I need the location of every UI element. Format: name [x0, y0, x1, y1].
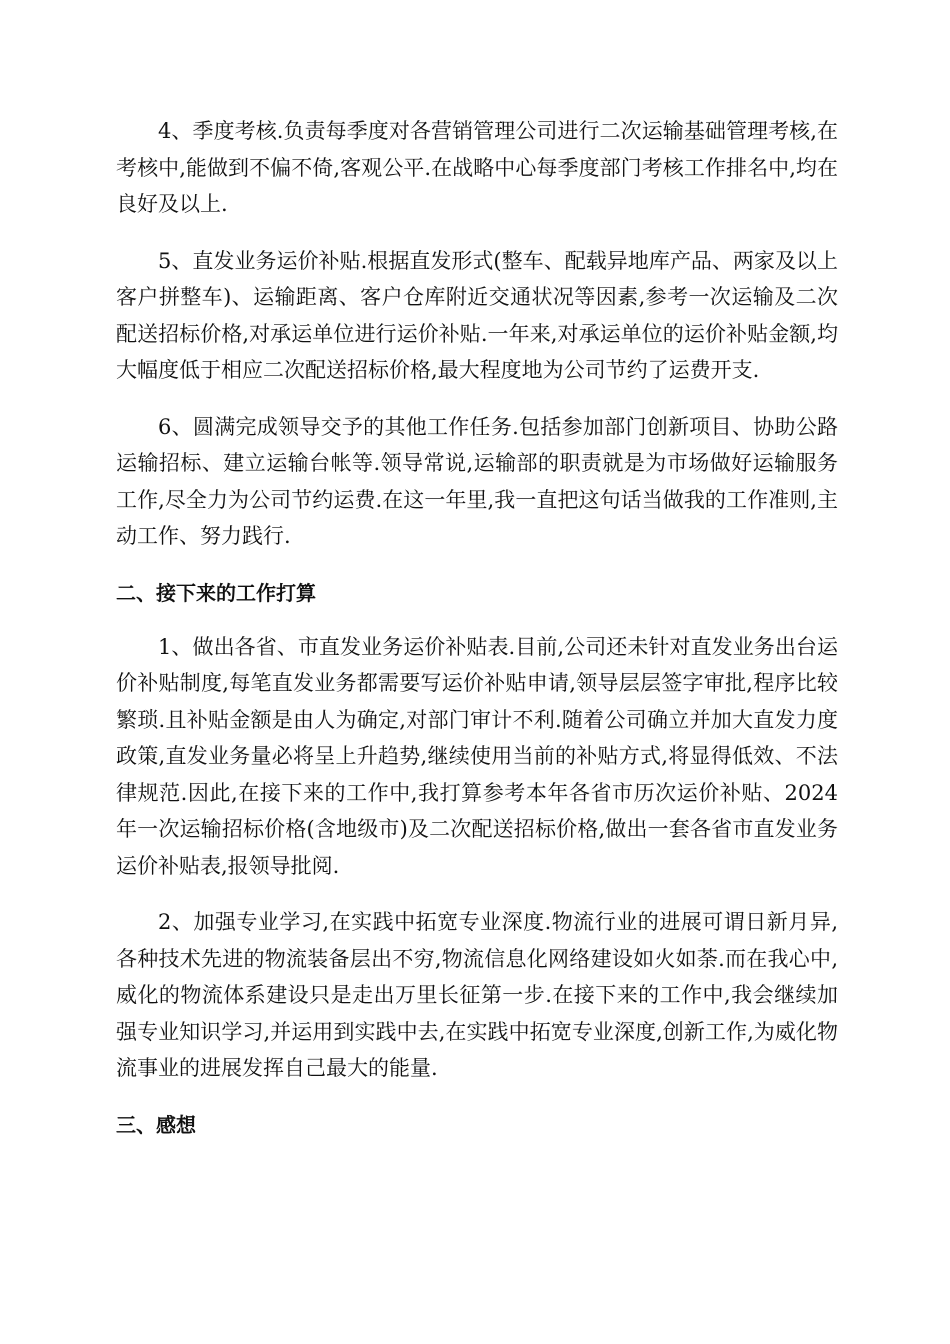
document-body [116, 113, 838, 1161]
paragraph-quarterly-assessment: 4、季度考核.负责每季度对各营销管理公司进行二次运输基础管理考核,在考核中,能做到不偏不倚,客观公平.在战略中心每季度部门考核工作排名中,均在良好及以上. [116, 119, 838, 216]
section-heading-reflections: 三、感想 [116, 1112, 196, 1137]
section-heading-next-plans: 二、接下来的工作打算 [116, 580, 316, 605]
paragraph-direct-freight-subsidy: 5、直发业务运价补贴.根据直发形式(整车、配载异地库产品、两家及以上客户拼整车)、运输距离、客户仓库附近交通状况等因素,参考一次运输及二次配送招标价格,对承运单位进行运价补贴.一年来,对承运单位的运价补贴金额,均大幅度低于相应二次配送招标价格,最大程度地为公司节约了运费开支. [116, 248, 838, 382]
paragraph-subsidy-table-plan: 1、做出各省、市直发业务运价补贴表.目前,公司还未针对直发业务出台运价补贴制度,每笔直发业务都需要写运价补贴申请,领导层层签字审批,程序比较繁琐.且补贴金额是由人为确定,对部门审计不利.随着公司确立并加大直发力度政策,直发业务量必将呈上升趋势,继续使用当前的补贴方式,将显得低效、不法律规范.因此,在接下来的工作中,我打算参考本年各省市历次运价补贴、2024年一次运输招标价格(含地级市)及二次配送招标价格,做出一套各省市直发业务运价补贴表,报领导批阅. [116, 634, 838, 878]
paragraph-professional-study: 2、加强专业学习,在实践中拓宽专业深度.物流行业的进展可谓日新月异,各种技术先进的物流装备层出不穷,物流信息化网络建设如火如荼.而在我心中,威化的物流体系建设只是走出万里长征第一步.在接下来的工作中,我会继续加强专业知识学习,并运用到实践中去,在实践中拓宽专业深度,创新工作,为威化物流事业的进展发挥自己最大的能量. [116, 910, 838, 1080]
paragraph-other-tasks: 6、圆满完成领导交予的其他工作任务.包括参加部门创新项目、协助公路运输招标、建立运输台帐等.领导常说,运输部的职责就是为市场做好运输服务工作,尽全力为公司节约运费.在这一年里,我一直把这句话当做我的工作准则,主动工作、努力践行. [116, 414, 838, 548]
